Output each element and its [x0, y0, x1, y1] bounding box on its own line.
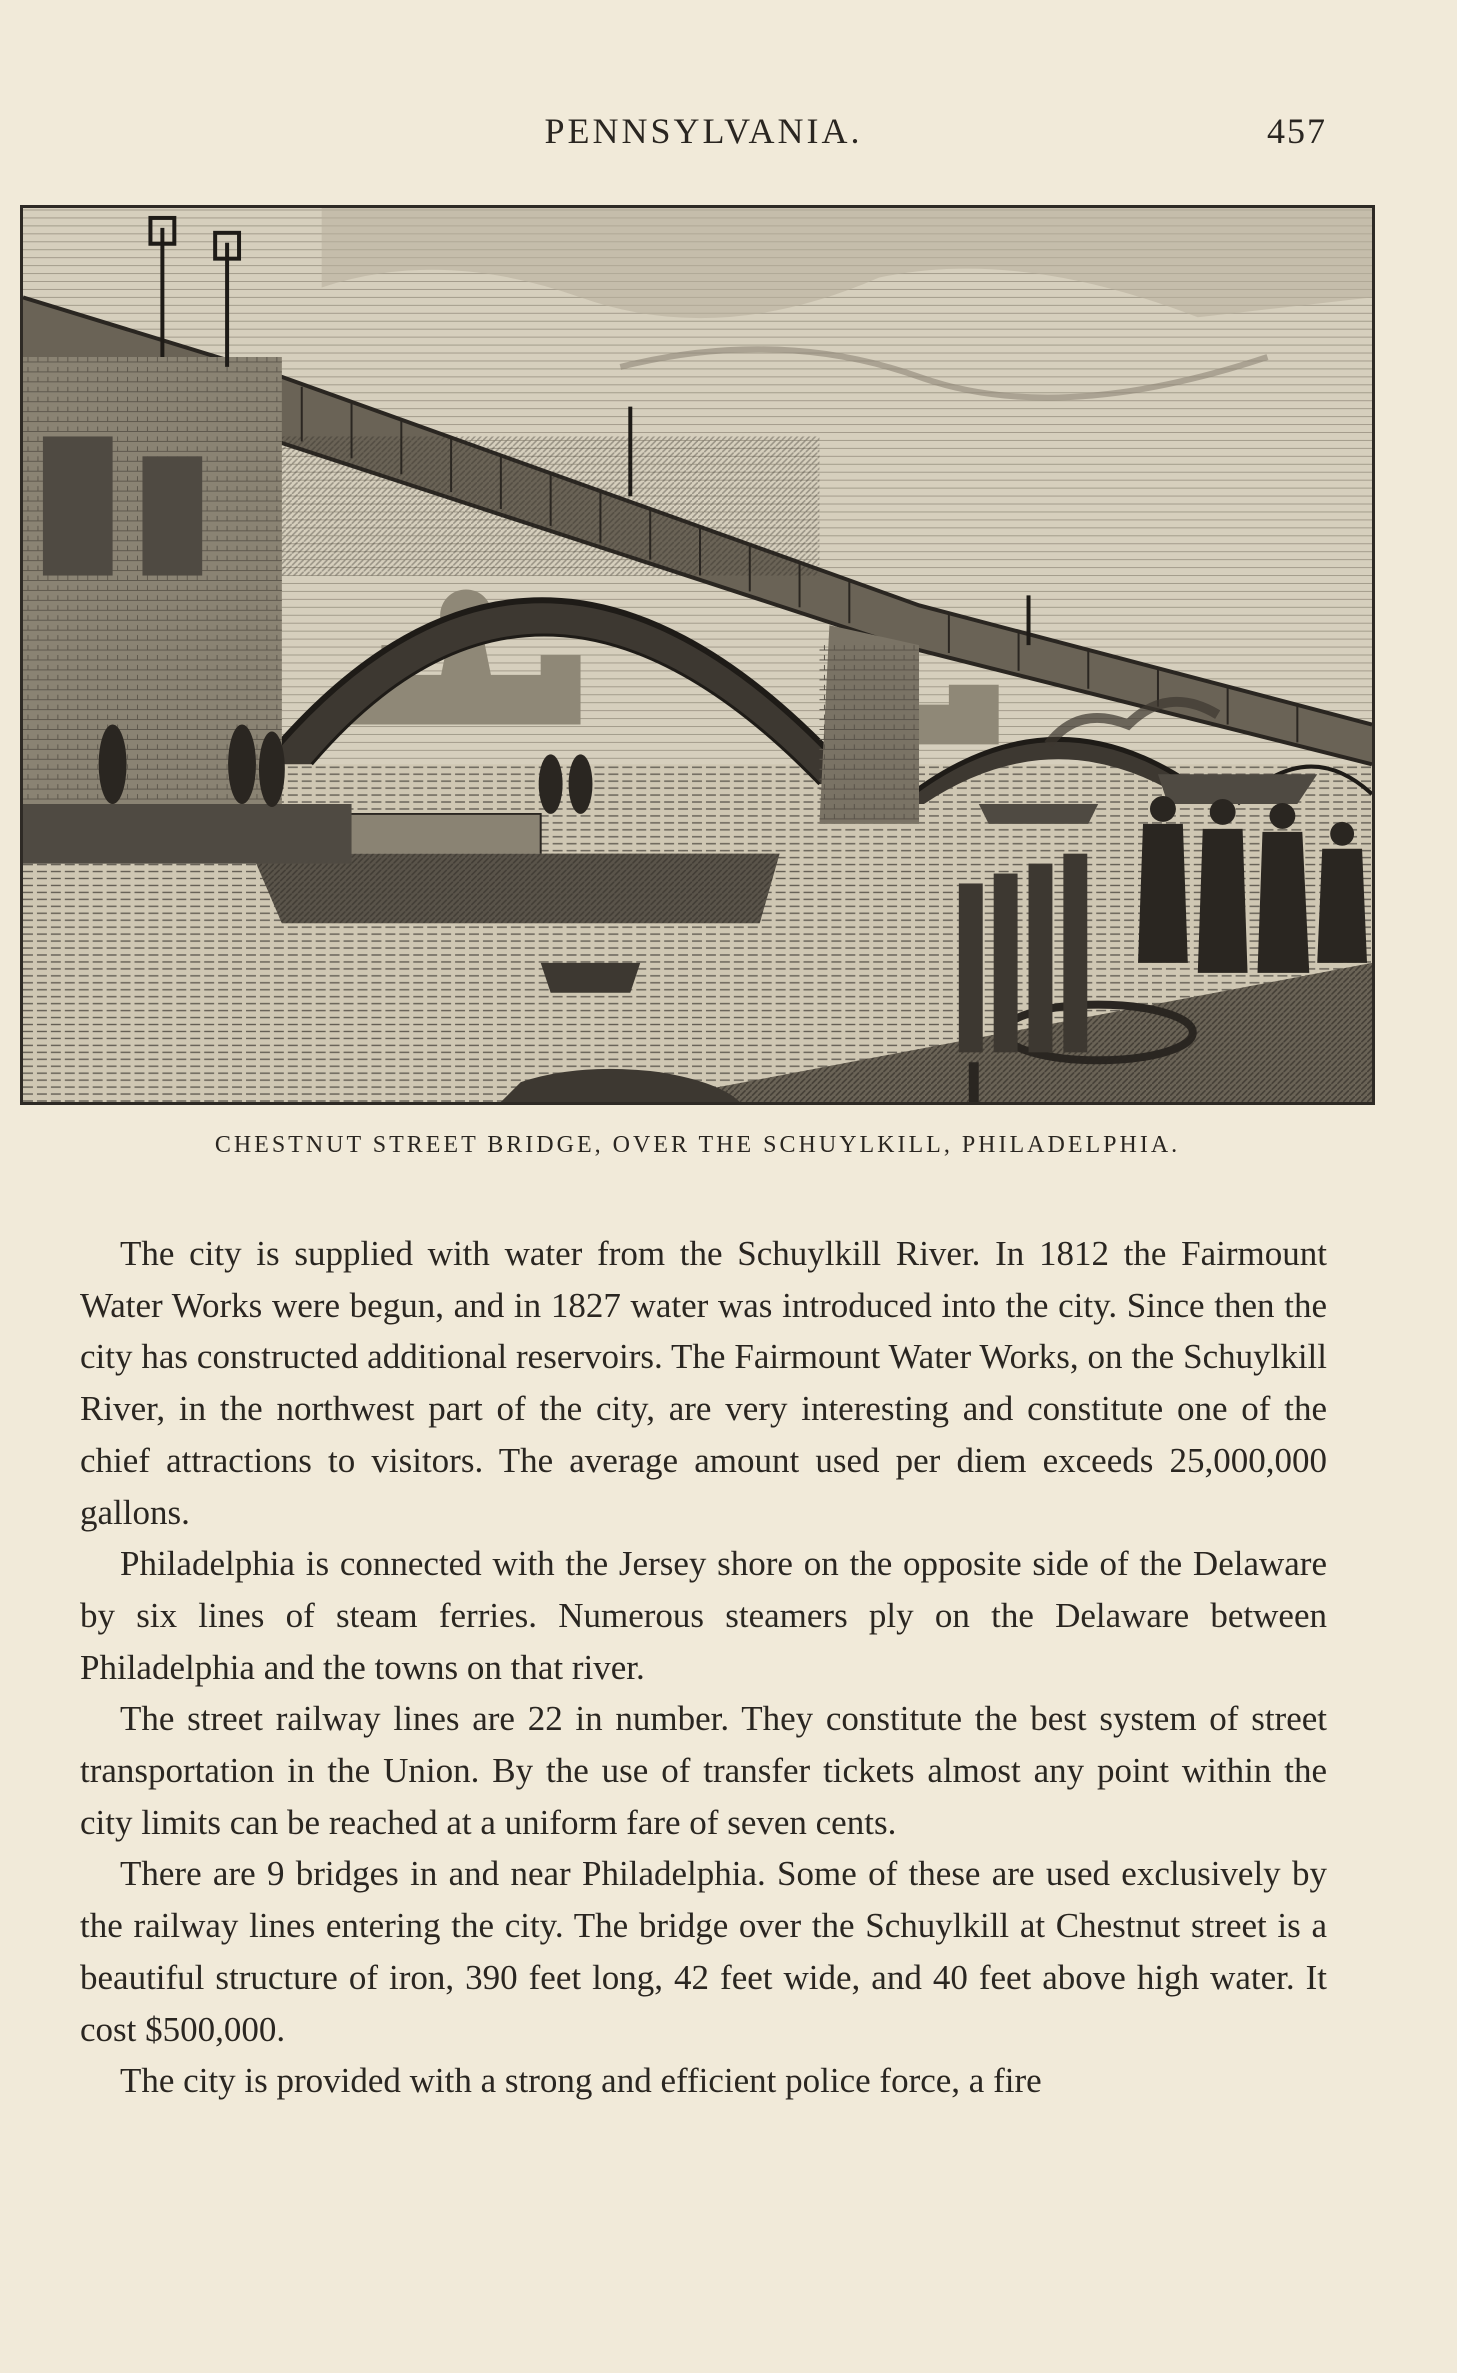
paragraph-street-railways: The street railway lines are 22 in number. They constitute the best system of street transportation in the Union. By the use of transfer tickets almost any point within the city limits can be reached at a uniform fare of seven cents.: [80, 1699, 1327, 1842]
bridge-engraving: [20, 205, 1375, 1105]
bridge-engraving-drawing: [23, 208, 1372, 1102]
running-head: [80, 110, 1327, 160]
illustration-caption: CHESTNUT STREET BRIDGE, OVER THE SCHUYLKILL, PHILADELPHIA.: [214, 1132, 1181, 1158]
running-title: PENNSYLVANIA.: [544, 111, 863, 151]
paragraph-police: The city is provided with a strong and efficient police force, a fire: [120, 2061, 1042, 2101]
body-text: [80, 1228, 1327, 2107]
paragraph-bridges: There are 9 bridges in and near Philadelphia. Some of these are used exclusively by the railway lines entering the city. The bridge over the Schuylkill at Chestnut street is a beautiful structure of iron, 390 feet long, 42 feet wide, and 40 feet above high water. It cost $500,000.: [80, 1854, 1327, 2049]
paragraph-water-supply: The city is supplied with water from the Schuylkill River. In 1812 the Fairmount Water Works were begun, and in 1827 water was introduced into the city. Since then the city has constructed additional reservoirs. The Fairmount Water Works, on the Schuylkill River, in the northwest part of the city, are very interesting and constitute one of the chief attractions to visitors. The average amount used per diem exceeds 25,000,000 gallons.: [80, 1234, 1327, 1532]
page-number: 457: [1267, 111, 1327, 151]
paragraph-ferries: Philadelphia is connected with the Jersey shore on the opposite side of the Delaware by six lines of steam ferries. Numerous steamers ply on the Delaware between Philadelphia and the towns on that river.: [80, 1544, 1327, 1687]
